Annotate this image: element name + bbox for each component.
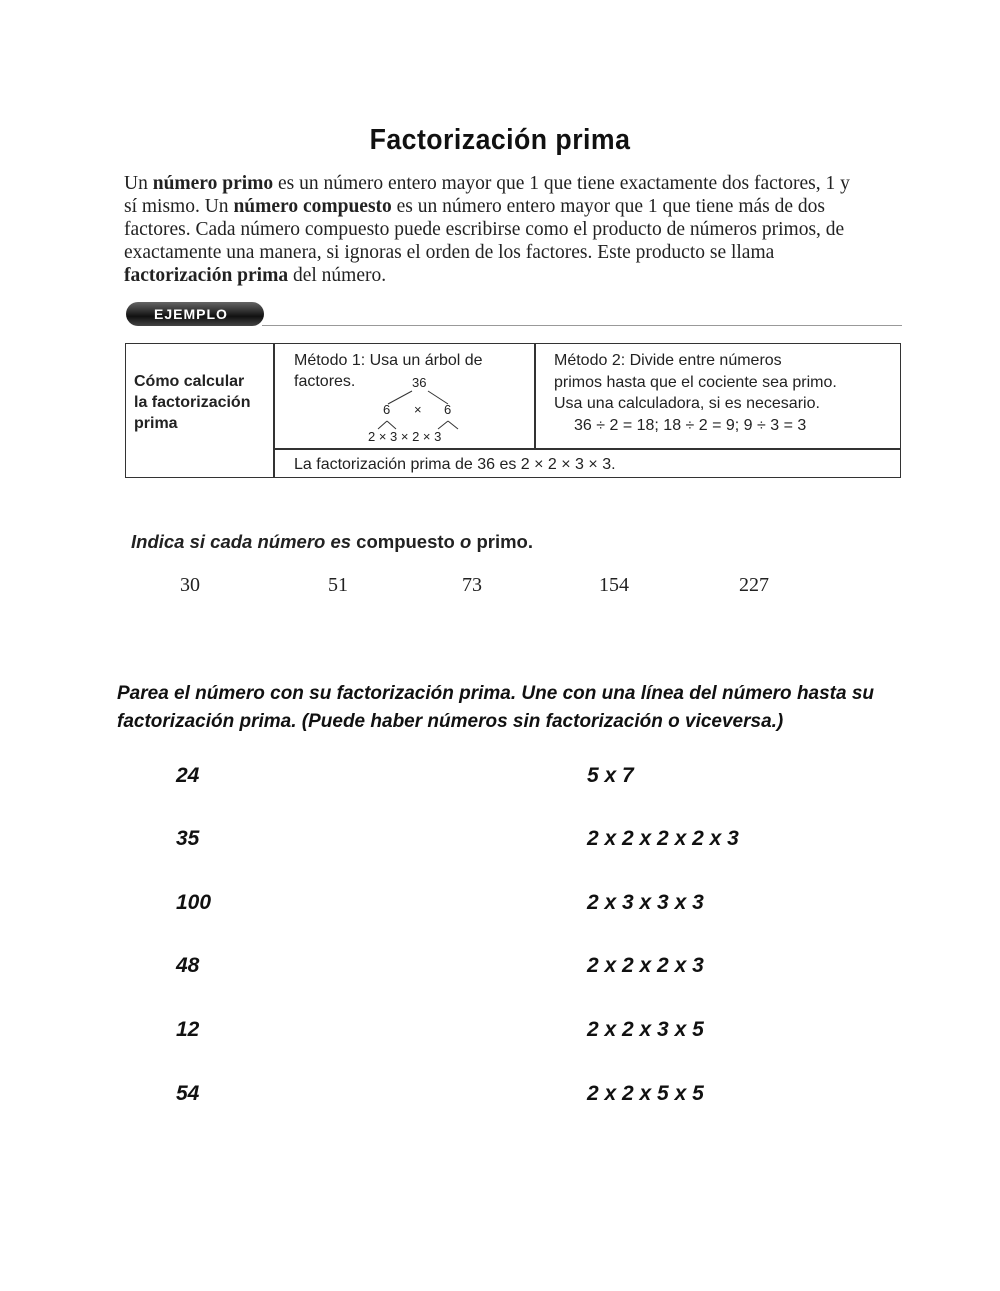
method-1-line: factores. bbox=[294, 373, 356, 390]
number-item: 73 bbox=[462, 574, 482, 596]
number-item: 51 bbox=[328, 574, 348, 596]
tree-node: 6 bbox=[444, 402, 452, 417]
match-factorization[interactable]: 2 x 2 x 2 x 2 x 3 bbox=[587, 827, 739, 850]
match-factorization[interactable]: 2 x 2 x 5 x 5 bbox=[587, 1082, 704, 1105]
intro-paragraph bbox=[124, 172, 854, 287]
match-number[interactable]: 12 bbox=[176, 1018, 200, 1041]
table-divider bbox=[273, 448, 901, 450]
tree-root: 36 bbox=[412, 375, 427, 390]
match-factorization[interactable]: 2 x 2 x 3 x 5 bbox=[587, 1018, 704, 1041]
q1-text: primo. bbox=[471, 531, 533, 552]
match-number[interactable]: 48 bbox=[176, 954, 200, 977]
match-number[interactable]: 100 bbox=[176, 891, 212, 914]
tree-node: 6 bbox=[383, 402, 391, 417]
page-title: Factorización prima bbox=[369, 124, 631, 156]
number-item: 30 bbox=[180, 574, 200, 596]
q1-text: o bbox=[460, 531, 472, 552]
method-2-line: Método 2: Divide entre números bbox=[554, 352, 782, 369]
method-1-line: Método 1: Usa un árbol de bbox=[294, 352, 483, 369]
intro-text: es un número entero mayor que 1 que tiene exactamente dos factores, 1 y sí mismo. Un bbox=[124, 173, 850, 217]
q1-text: Indica si cada número bbox=[131, 531, 331, 552]
bold-term: factorización prima bbox=[124, 265, 289, 286]
row-header-line: prima bbox=[134, 415, 178, 432]
number-item: 227 bbox=[739, 574, 769, 596]
method-2-line: primos hasta que el cociente sea primo. bbox=[554, 373, 837, 391]
example-result: La factorización prima de 36 es 2 × 2 × 3 × 3. bbox=[294, 456, 616, 473]
tree-leaves: 2 × 3 × 2 × 3 bbox=[368, 429, 442, 444]
method-2-line: Usa una calculadora, si es necesario. bbox=[554, 395, 820, 412]
bold-term: número compuesto bbox=[233, 196, 392, 217]
match-number[interactable]: 24 bbox=[176, 764, 200, 787]
number-item: 154 bbox=[599, 574, 629, 596]
divider bbox=[262, 325, 902, 326]
row-header bbox=[134, 371, 274, 434]
tree-operator: × bbox=[414, 402, 422, 417]
table-divider bbox=[534, 344, 536, 448]
method-2 bbox=[554, 350, 837, 436]
factor-tree bbox=[366, 374, 476, 446]
match-factorization[interactable]: 2 x 2 x 2 x 3 bbox=[587, 954, 704, 977]
intro-text: del número. bbox=[288, 265, 387, 286]
q1-text: compuesto bbox=[351, 531, 460, 552]
row-header-line: la factorización bbox=[134, 394, 251, 411]
match-number[interactable]: 54 bbox=[176, 1082, 200, 1105]
match-number[interactable]: 35 bbox=[176, 827, 200, 850]
q1-text: es bbox=[330, 531, 352, 552]
question-1 bbox=[131, 531, 533, 553]
method-2-equation: 36 ÷ 2 = 18; 18 ÷ 2 = 9; 9 ÷ 3 = 3 bbox=[574, 416, 807, 434]
match-factorization[interactable]: 5 x 7 bbox=[587, 764, 634, 787]
row-header-line: Cómo calcular bbox=[134, 373, 245, 390]
intro-text: es un número entero mayor que 1 que tiene más de dos factores. Cada número compuesto puede escribirse como el producto de números primos, de exactamente una manera, si ignoras el orden de los factores. Este producto se llama bbox=[124, 196, 845, 263]
example-badge: EJEMPLO bbox=[126, 302, 264, 326]
match-factorization[interactable]: 2 x 3 x 3 x 3 bbox=[587, 891, 704, 914]
bold-term: número primo bbox=[152, 173, 274, 194]
intro-text: Un bbox=[124, 173, 153, 194]
example-table bbox=[125, 343, 901, 478]
question-2: Parea el número con su factorización prima. Une con una línea del número hasta su factorización prima. (Puede haber números sin factorización o viceversa.) bbox=[117, 683, 875, 732]
